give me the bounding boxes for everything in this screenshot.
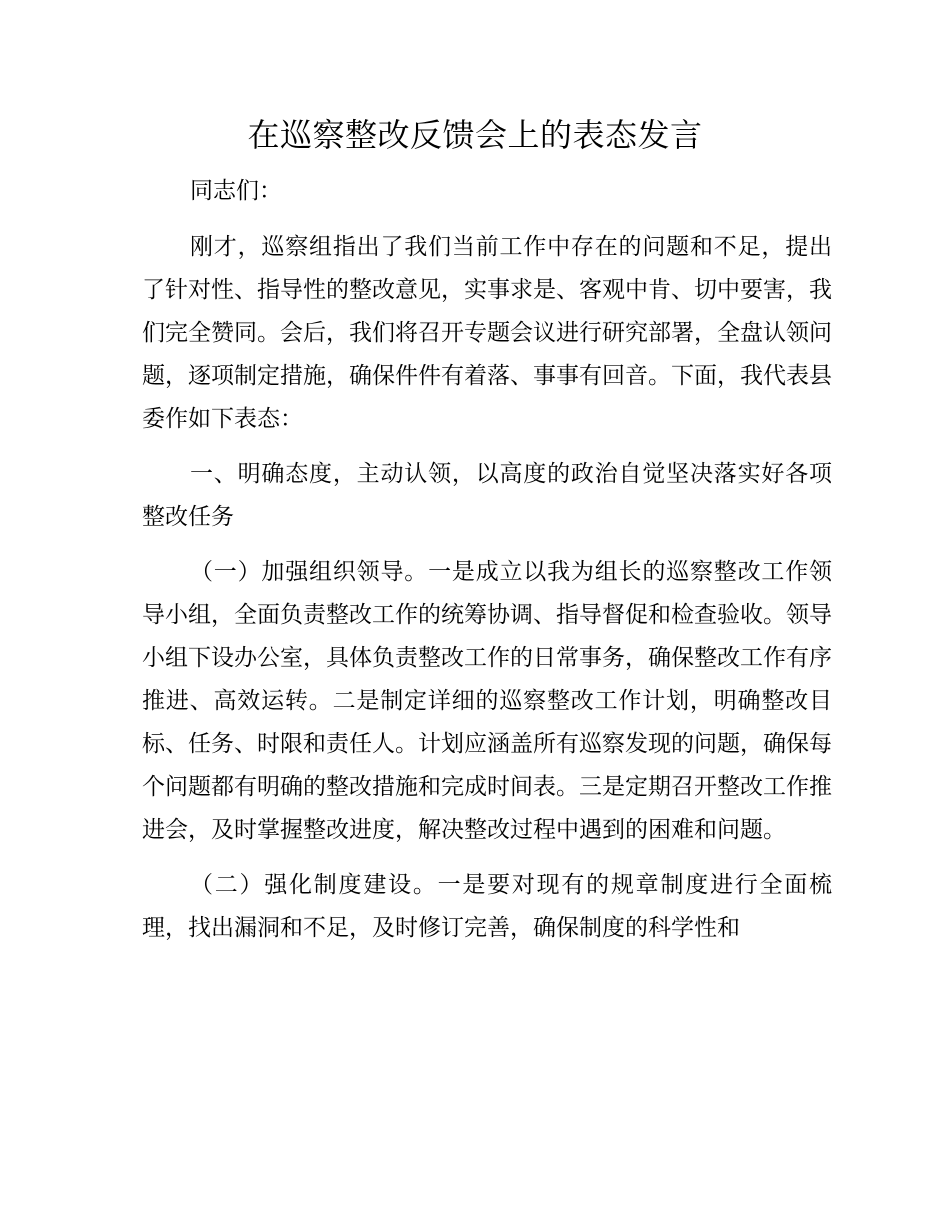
- paragraph-organization: （一）加强组织领导。一是成立以我为组长的巡察整改工作领导小组，全面负责整改工作的统筹协调、指导督促和检查验收。领导小组下设办公室，具体负责整改工作的日常事务，确保整改工作有序推进、高效运转。二是制定详细的巡察整改工作计划，明确整改目标、任务、时限和责任人。计划应涵盖所有巡察发现的问题，确保每个问题都有明确的整改措施和完成时间表。三是定期召开整改工作推进会，及时掌握整改进度，解决整改过程中遇到的困难和问题。: [142, 559, 832, 843]
- section-heading-1: 一、明确态度，主动认领，以高度的政治自觉坚决落实好各项整改任务: [142, 461, 832, 530]
- salutation: 同志们：: [190, 178, 282, 204]
- paragraph-opening: 刚才，巡察组指出了我们当前工作中存在的问题和不足，提出了针对性、指导性的整改意见，实事求是、客观中肯、切中要害，我们完全赞同。会后，我们将召开专题会议进行研究部署，全盘认领问题，逐项制定措施，确保件件有着落、事事有回音。下面，我代表县委作如下表态：: [142, 234, 832, 432]
- paragraph-institution: （二）强化制度建设。一是要对现有的规章制度进行全面梳理，找出漏洞和不足，及时修订完善，确保制度的科学性和: [142, 872, 832, 941]
- document-body: [142, 170, 832, 962]
- page-title: 在巡察整改反馈会上的表态发言: [247, 116, 703, 154]
